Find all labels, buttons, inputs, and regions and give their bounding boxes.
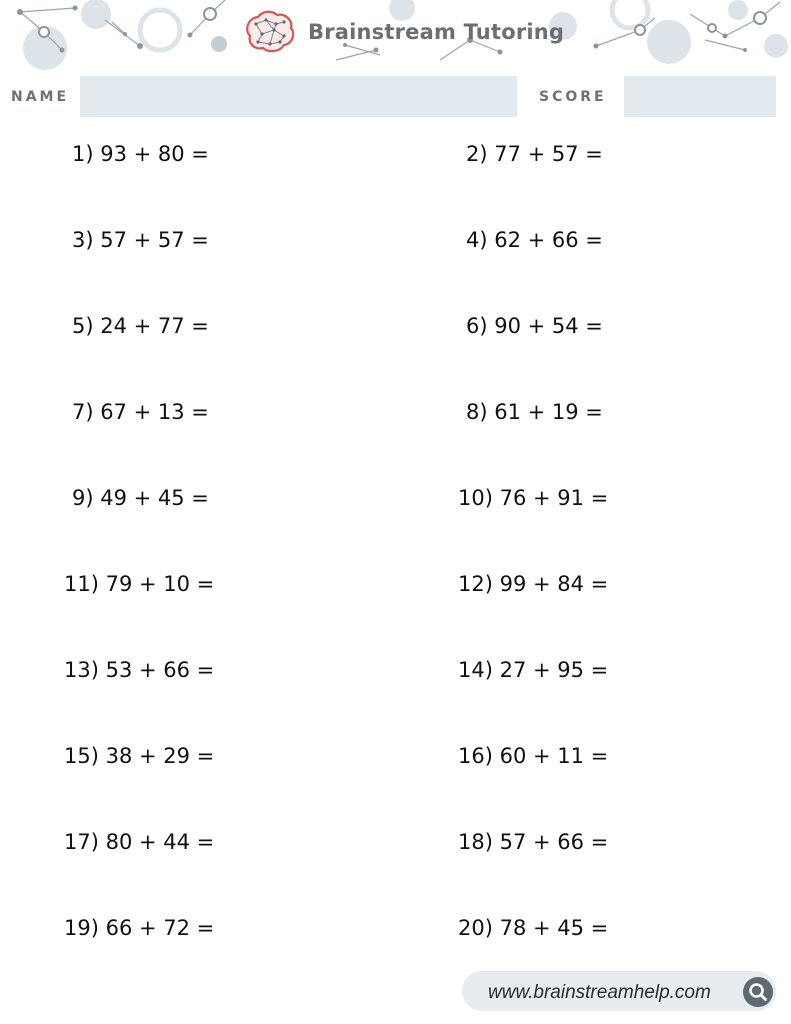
problem-10: 10) 76 + 91 =: [458, 486, 609, 510]
footer-url[interactable]: www.brainstreamhelp.com: [488, 982, 711, 1003]
brain-logo-icon: [240, 8, 298, 56]
problem-18: 18) 57 + 66 =: [458, 830, 609, 854]
brand-header: [240, 6, 564, 58]
problem-4: 4) 62 + 66 =: [466, 228, 603, 252]
problem-7: 7) 67 + 13 =: [72, 400, 209, 424]
problem-2: 2) 77 + 57 =: [466, 142, 603, 166]
problem-11: 11) 79 + 10 =: [64, 572, 215, 596]
problem-20: 20) 78 + 45 =: [458, 916, 609, 940]
problem-17: 17) 80 + 44 =: [64, 830, 215, 854]
name-field[interactable]: [80, 76, 517, 117]
name-label: NAME: [11, 89, 70, 105]
problem-5: 5) 24 + 77 =: [72, 314, 209, 338]
problem-14: 14) 27 + 95 =: [458, 658, 609, 682]
problem-6: 6) 90 + 54 =: [466, 314, 603, 338]
problem-3: 3) 57 + 57 =: [72, 228, 209, 252]
problem-1: 1) 93 + 80 =: [72, 142, 209, 166]
problem-9: 9) 49 + 45 =: [72, 486, 209, 510]
score-field[interactable]: [624, 76, 776, 117]
problem-8: 8) 61 + 19 =: [466, 400, 603, 424]
problem-16: 16) 60 + 11 =: [458, 744, 609, 768]
search-icon[interactable]: [743, 977, 773, 1007]
problem-19: 19) 66 + 72 =: [64, 916, 215, 940]
problem-12: 12) 99 + 84 =: [458, 572, 609, 596]
score-label: SCORE: [539, 89, 607, 105]
brand-name: Brainstream Tutoring: [308, 20, 565, 44]
problem-13: 13) 53 + 66 =: [64, 658, 215, 682]
problem-15: 15) 38 + 29 =: [64, 744, 215, 768]
